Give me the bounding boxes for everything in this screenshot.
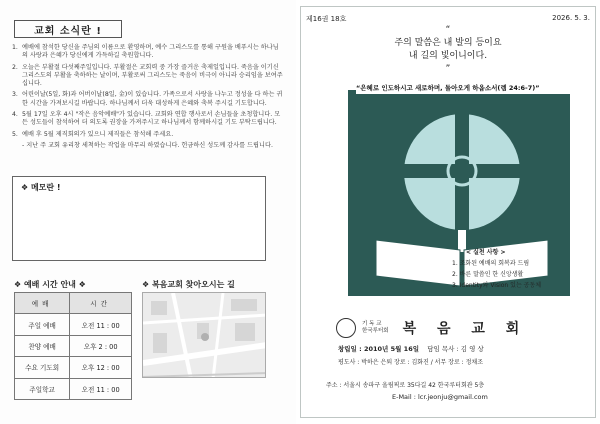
news-item: 1. 예배에 참석한 당신을 주님의 이름으로 환영하며, 예수 그리스도를 통해 구원을 베푸시는 하나님의 사랑과 은혜가 당신에게 가득하길 축원합니다. [12, 44, 279, 60]
right-page [296, 0, 600, 424]
memo-box [12, 176, 266, 261]
verse-quote-open: “ [445, 25, 451, 35]
news-title: 교회 소식란 ! [14, 20, 122, 38]
practice-item: 2. 바른 말씀인 한 신앙생활 [452, 271, 524, 278]
table-row [15, 335, 132, 356]
church-header [336, 318, 527, 338]
verse-line-1: 주의 말씀은 내 발의 등이요 [394, 38, 502, 48]
service-name: 찬양 예배 [15, 335, 70, 356]
news-item: 3. 어린이날(5일, 화)과 어버이날(8일, 金)이 있습니다. 가족으로서 사랑을 나누고 정성을 다 하는 귀한 시간을 가져보시길 바랍니다. 하나님께서 더욱 대성하게 은혜와 축복 주시길 기도합니다. [12, 91, 283, 107]
header-service: 예배 [15, 293, 70, 314]
service-time: 오후 12 : 00 [70, 357, 132, 378]
service-time: 오전 11 : 00 [70, 378, 132, 399]
news-item: 4. 5월 17일 오후 4시 "작은 음악예배"가 있습니다. 교회와 연합 행사로서 손님들을 초청합니다. 모든 성도들이 참석하여 더 의도록 권장을 가져주시고 하나님께서 함께하시길 기도 부탁드립니다. [12, 111, 281, 127]
church-email: E-Mail : lcr.jeonju@gmail.com [392, 393, 488, 401]
issue-number: 제16권 18호 [306, 15, 347, 23]
practice-title: < 실천 사항 > [466, 249, 506, 256]
service-time: 오후 2 : 00 [70, 335, 132, 356]
table-row [15, 357, 132, 378]
news-item: - 지난 주 교회 유리창 세척하는 작업을 마무리 하였습니다. 헌금하신 성도께 감사를 드립니다. [22, 141, 273, 149]
map-illustration-icon [143, 293, 266, 378]
theme-banner: “은혜로 인도하시고 새로하며, 돌아오게 하옵소서(렘 24:6-7)” [356, 82, 574, 94]
table-row [15, 378, 132, 399]
map-image [142, 292, 266, 378]
service-name: 수요 기도회 [15, 357, 70, 378]
practice-item: 3. Identity와 Vision 있는 공동체 [452, 282, 542, 289]
memo-title: ❖ 메모란 ! [21, 183, 61, 192]
table-row [15, 314, 132, 335]
church-logo-icon [336, 318, 356, 338]
service-name: 주일 예배 [15, 314, 70, 335]
verse-line-2: 내 길의 빛이니이다. [408, 51, 488, 61]
map-title: ❖ 복음교회 찾아오시는 길 [142, 280, 235, 289]
staff-info: 평도사 : 박하은 은퇴 장로 : 김화진 / 서무 장로 : 정채조 [338, 359, 483, 366]
practice-list [452, 247, 541, 291]
table-header-row [15, 293, 132, 314]
service-time: 오전 11 : 00 [70, 314, 132, 335]
verse [336, 24, 560, 76]
bulletin-date: 2026. 5. 3. [552, 14, 590, 22]
church-address: 주소 : 서울시 송파구 올림픽로 35다길 42 한국루터회관 5층 [326, 382, 485, 389]
verse-quote-close: ” [445, 64, 451, 74]
left-page [0, 0, 296, 424]
church-denomination: 기 독 교 한국루터회 [362, 321, 389, 334]
news-item: 5. 예배 후 5월 제직회의가 있으니 제직들은 참석해 주세요. [12, 130, 174, 138]
worship-title: ❖ 예배 시간 안내 ❖ [14, 280, 86, 289]
founded-info: 창립일 : 2010년 5월 16일 담임 목사 : 김 영 상 [338, 345, 484, 353]
news-list [12, 44, 284, 153]
church-name: 복 음 교 회 [402, 321, 528, 337]
practice-item: 1. 조화된 예배의 회복과 드림 [452, 260, 530, 267]
service-name: 주일학교 [15, 378, 70, 399]
worship-table [14, 292, 132, 400]
header-time: 시간 [70, 293, 132, 314]
news-item: 2. 오늘은 부활절 다섯째주일입니다. 부활절은 교회력 중 가장 즐거운 축제일입니다. 죽음을 이기신 그리스도의 부활을 축하하는 날이며, 부활로써 그리스도는 죽음이 비극이 아니라 승리임을 보여주십니다. [12, 63, 283, 88]
